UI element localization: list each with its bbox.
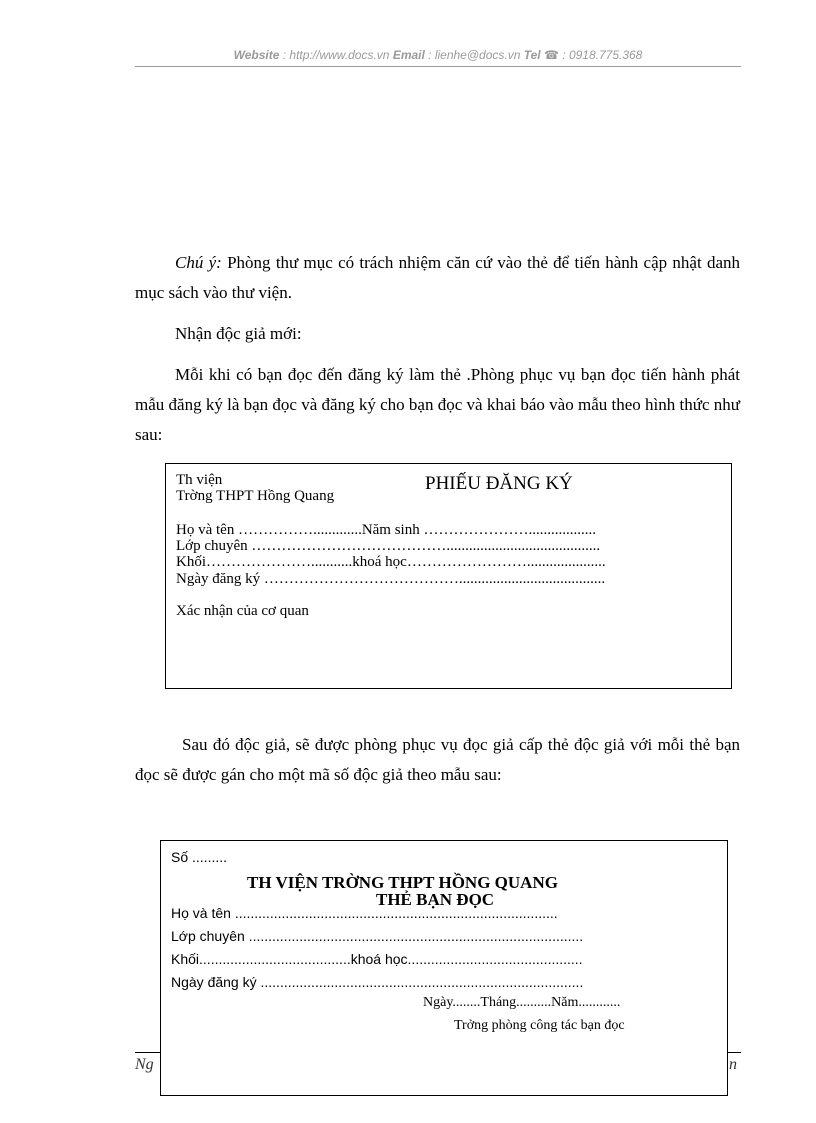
card-grade-line: Khối.......................................khoá học.............................................	[171, 951, 583, 967]
footer-right-text: n	[729, 1056, 737, 1073]
card-name-line: Họ và tên ...................................................................................	[171, 905, 558, 921]
new-reader-heading: Nhận độc giả mới:	[175, 324, 302, 343]
form1-date-line: Ngày đăng ký ………………………………….......................................	[176, 571, 606, 587]
email-label: Email	[392, 48, 425, 62]
form1-library-line1: Th viện	[176, 472, 223, 488]
form1-library-line2: Trờng THPT Hồng Quang	[176, 488, 335, 504]
card-title-library: TH VIỆN TRỜNG THPT HỒNG QUANG	[247, 873, 558, 892]
header-rule	[135, 66, 741, 67]
registration-paragraph: Mỗi khi có bạn đọc đến đăng ký làm thẻ .Phòng phục vụ bạn đọc tiến hành phát mẫu đăng ký là bạn đọc và đăng ký cho bạn đọc và khai báo vào mẫu theo hình thức như sau:	[135, 365, 740, 444]
footer-left-text: Ng	[135, 1056, 154, 1073]
phone-icon: ☎	[543, 48, 559, 62]
registration-form	[165, 463, 732, 689]
card-class-line: Lớp chuyên ......................................................................................	[171, 928, 584, 944]
email-value: : lienhe@docs.vn	[424, 48, 524, 62]
card-sign-title: Trởng phòng công tác bạn đọc	[454, 1018, 625, 1033]
website-label: Website	[233, 48, 280, 62]
form1-name-line: Họ và tên …………….............Năm sinh …………………..................	[176, 522, 596, 538]
note-paragraph	[135, 248, 740, 308]
tel-value: : 0918.775.368	[558, 48, 643, 62]
card-date-line: Ngày đăng ký ...................................................................................	[171, 974, 584, 990]
note-label: Chú ý:	[175, 253, 222, 272]
tel-label: Tel	[523, 48, 541, 62]
form1-grade-line: Khối…………………...........khoá học…………………….....................	[176, 554, 606, 570]
form1-confirm: Xác nhận của cơ quan	[176, 603, 309, 619]
card-title: THẺ BẠN ĐỌC	[376, 890, 495, 909]
page-header	[135, 48, 741, 62]
form1-class-line: Lớp chuyên ………………………………….........................................	[176, 538, 601, 554]
card-sign-date: Ngày........Tháng..........Năm............	[423, 995, 621, 1010]
reader-card	[160, 840, 728, 1096]
form1-title: PHIẾU ĐĂNG KÝ	[425, 473, 573, 494]
website-value: : http://www.docs.vn	[279, 48, 393, 62]
card-number: Số .........	[171, 849, 228, 865]
note-text: Phòng thư mục có trách nhiệm căn cứ vào thẻ để tiến hành cập nhật danh mục sách vào thư viện.	[135, 253, 741, 302]
after-paragraph: Sau đó độc giả, sẽ được phòng phục vụ đọc giả cấp thẻ độc giả với mỗi thẻ bạn đọc sẽ được gán cho một mã số độc giả theo mẫu sau:	[135, 735, 740, 784]
